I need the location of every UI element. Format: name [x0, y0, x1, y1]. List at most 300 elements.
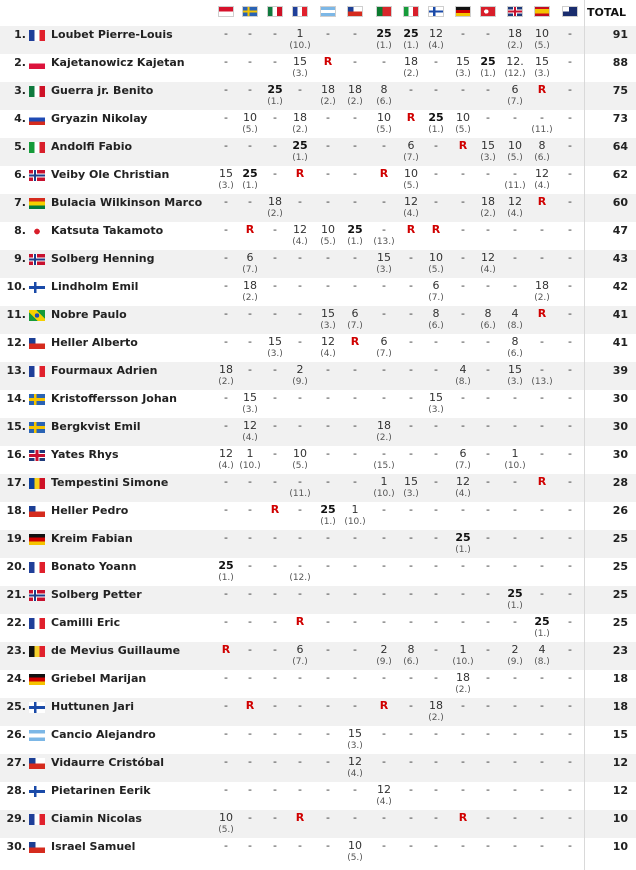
total-points: 23 — [612, 644, 628, 657]
event-points: 2 — [380, 643, 388, 656]
event-result-cell — [503, 140, 527, 164]
event-points: - — [568, 27, 572, 40]
event-points: - — [248, 307, 252, 320]
event-result-cell — [530, 756, 554, 768]
driver-flag-russia-icon — [29, 114, 45, 125]
event-points: 1 — [380, 475, 388, 488]
event-result-cell — [503, 616, 527, 628]
event-placing: (2.) — [292, 125, 308, 135]
event-result-cell — [399, 28, 423, 52]
event-result-cell — [214, 336, 238, 348]
event-points: - — [540, 419, 544, 432]
event-placing: (1.) — [428, 125, 444, 135]
event-result-cell — [238, 252, 262, 276]
event-placing: (3.) — [507, 377, 523, 387]
driver-name[interactable]: Andolfi Fabio — [51, 140, 133, 153]
driver-name[interactable]: Kajetanowicz Kajetan — [51, 56, 185, 69]
event-placing: (3.) — [347, 741, 363, 751]
placing-value: 3. — [350, 741, 360, 751]
event-points: - — [568, 223, 572, 236]
event-result-cell — [399, 84, 423, 96]
event-points: - — [568, 195, 572, 208]
driver-name[interactable]: Heller Pedro — [51, 504, 129, 517]
event-points: 25 — [267, 83, 283, 96]
event-result-cell — [288, 392, 312, 404]
event-result-cell — [558, 476, 582, 488]
event-result-cell — [343, 728, 367, 752]
event-points: 10 — [321, 223, 335, 236]
event-result-cell — [530, 56, 554, 80]
event-result-cell — [451, 644, 475, 668]
event-placing: (5.) — [455, 125, 471, 135]
event-points: - — [273, 27, 277, 40]
position-label: 30. — [6, 840, 26, 853]
event-points: - — [513, 839, 517, 852]
event-result-cell — [238, 560, 262, 572]
event-placing: (3.) — [428, 405, 444, 415]
event-result-cell — [263, 56, 287, 68]
event-result-cell — [424, 728, 448, 740]
driver-name[interactable]: Pietarinen Eerik — [51, 784, 151, 797]
event-points: 15 — [404, 475, 418, 488]
driver-name[interactable]: Bulacia Wilkinson Marco — [51, 196, 203, 209]
event-points: - — [409, 727, 413, 740]
total-points: 12 — [612, 756, 628, 769]
driver-name[interactable]: Solberg Henning — [51, 252, 155, 265]
driver-name[interactable]: Bergkvist Emil — [51, 420, 141, 433]
driver-name[interactable]: Bonato Yoann — [51, 560, 137, 573]
placing-value: 3. — [406, 489, 416, 499]
event-points: - — [224, 223, 228, 236]
event-points: - — [568, 55, 572, 68]
event-flag-mexico-icon[interactable] — [267, 6, 283, 17]
driver-flag-bolivia-icon — [29, 198, 45, 209]
event-result-cell — [399, 588, 423, 600]
driver-name[interactable]: Heller Alberto — [51, 336, 138, 349]
event-points: - — [486, 699, 490, 712]
event-result-cell — [503, 812, 527, 824]
event-points: - — [540, 503, 544, 516]
placing-value: 4. — [379, 797, 389, 807]
event-result-cell — [238, 56, 262, 68]
event-result-cell — [343, 112, 367, 124]
event-result-cell — [476, 560, 500, 572]
event-points: - — [409, 503, 413, 516]
event-result-cell — [372, 280, 396, 292]
event-result-cell — [288, 140, 312, 164]
driver-name[interactable]: de Mevius Guillaume — [51, 644, 181, 657]
event-result-cell — [316, 728, 340, 740]
driver-name[interactable]: Veiby Ole Christian — [51, 168, 170, 181]
event-points: - — [513, 223, 517, 236]
event-flag-sweden-icon[interactable] — [242, 6, 258, 17]
event-points: - — [326, 559, 330, 572]
driver-flag-france-icon — [29, 562, 45, 573]
placing-value: 15. — [376, 461, 392, 471]
event-flag-germany-icon[interactable] — [455, 6, 471, 17]
driver-name[interactable]: Guerra jr. Benito — [51, 84, 154, 97]
total-column-divider — [584, 0, 585, 870]
event-result-cell — [424, 84, 448, 96]
placing-value: 1. — [431, 125, 441, 135]
event-points: - — [486, 643, 490, 656]
event-points: - — [568, 783, 572, 796]
event-points: 1 — [511, 447, 519, 460]
event-result-cell — [451, 84, 475, 96]
event-placing: (5.) — [320, 237, 336, 247]
event-result-cell — [558, 112, 582, 124]
event-flag-portugal-icon[interactable] — [376, 6, 392, 17]
event-result-cell — [503, 532, 527, 544]
event-flag-australia-icon[interactable] — [562, 6, 578, 17]
retired-mark: R — [537, 307, 547, 320]
driver-name[interactable]: Vidaurre Cristóbal — [51, 756, 165, 769]
driver-flag-mexico-icon — [29, 86, 45, 97]
retired-mark: R — [245, 223, 255, 236]
event-points: - — [434, 139, 438, 152]
event-points: - — [353, 139, 357, 152]
driver-name[interactable]: Huttunen Jari — [51, 700, 135, 713]
event-points: - — [513, 699, 517, 712]
event-points: 18 — [404, 55, 418, 68]
event-result-cell — [530, 336, 554, 348]
event-points: 8 — [380, 83, 388, 96]
event-points: - — [486, 727, 490, 740]
event-result-cell — [343, 84, 367, 108]
event-points: - — [326, 167, 330, 180]
event-placing: (2.) — [480, 209, 496, 219]
event-points: - — [353, 643, 357, 656]
event-result-cell — [530, 84, 554, 96]
table-row — [0, 278, 636, 306]
event-result-cell — [424, 672, 448, 684]
event-points: - — [486, 363, 490, 376]
event-result-cell — [399, 56, 423, 80]
event-points: - — [513, 251, 517, 264]
event-points: - — [326, 139, 330, 152]
event-points: - — [461, 391, 465, 404]
placing-value: 10. — [242, 461, 258, 471]
event-result-cell — [372, 532, 396, 544]
event-flag-turkey-icon[interactable] — [480, 6, 496, 17]
event-points: 15 — [321, 307, 335, 320]
event-points: - — [273, 559, 277, 572]
event-result-cell — [343, 280, 367, 292]
event-placing: (13.) — [531, 377, 553, 387]
event-flag-uk-icon[interactable] — [507, 6, 523, 17]
driver-name[interactable]: Yates Rhys — [51, 448, 119, 461]
event-points: 1 — [246, 447, 254, 460]
event-result-cell — [558, 588, 582, 600]
table-header — [0, 0, 636, 26]
placing-value: 2. — [323, 97, 333, 107]
event-points: - — [353, 419, 357, 432]
event-result-cell — [343, 644, 367, 656]
event-points: - — [326, 699, 330, 712]
event-points: 15 — [243, 391, 257, 404]
event-result-cell — [424, 588, 448, 600]
event-points: - — [382, 391, 386, 404]
event-points: - — [540, 699, 544, 712]
driver-flag-norway-icon — [29, 254, 45, 265]
event-points: 12. — [506, 55, 524, 68]
event-result-cell — [214, 728, 238, 740]
event-points: - — [353, 195, 357, 208]
table-row — [0, 698, 636, 726]
event-points: 4 — [538, 643, 546, 656]
event-placing: (2.) — [403, 69, 419, 79]
event-result-cell — [476, 336, 500, 348]
event-points: 8 — [484, 307, 492, 320]
position-label: 3. — [14, 84, 26, 97]
event-result-cell — [399, 672, 423, 684]
event-points: - — [224, 55, 228, 68]
driver-name[interactable]: Nobre Paulo — [51, 308, 127, 321]
event-placing: (4.) — [242, 433, 258, 443]
driver-name[interactable]: Cancio Alejandro — [51, 728, 156, 741]
event-points: - — [540, 251, 544, 264]
event-result-cell — [530, 644, 554, 668]
event-points: - — [224, 587, 228, 600]
event-result-cell — [343, 252, 367, 264]
event-placing: (1.) — [507, 601, 523, 611]
event-result-cell — [343, 448, 367, 460]
driver-name[interactable]: Tempestini Simone — [51, 476, 169, 489]
placing-value: 4. — [245, 433, 255, 443]
driver-name[interactable]: Gryazin Nikolay — [51, 112, 148, 125]
event-result-cell — [288, 448, 312, 472]
position-label: 29. — [6, 812, 26, 825]
placing-value: 1. — [221, 573, 231, 583]
event-result-cell — [424, 336, 448, 348]
event-placing: (3.) — [242, 405, 258, 415]
total-points: 39 — [612, 364, 628, 377]
event-result-cell — [424, 840, 448, 852]
event-result-cell — [503, 308, 527, 332]
event-result-cell — [372, 28, 396, 52]
event-points: - — [326, 27, 330, 40]
event-placing: (1.) — [218, 573, 234, 583]
event-result-cell — [238, 336, 262, 348]
event-points: - — [248, 615, 252, 628]
event-result-cell — [530, 588, 554, 600]
driver-name[interactable]: Solberg Petter — [51, 588, 142, 601]
event-result-cell — [263, 476, 287, 488]
placing-value: 10. — [347, 517, 363, 527]
event-points: - — [382, 279, 386, 292]
event-points: - — [248, 27, 252, 40]
placing-value: 4. — [510, 209, 520, 219]
retired-mark: R — [458, 811, 468, 824]
event-result-cell — [263, 364, 287, 376]
event-points: - — [326, 839, 330, 852]
event-points: - — [273, 811, 277, 824]
event-points: - — [513, 811, 517, 824]
event-result-cell — [399, 756, 423, 768]
event-points: - — [540, 223, 544, 236]
event-points: - — [353, 55, 357, 68]
event-result-cell — [372, 336, 396, 360]
event-result-cell — [530, 392, 554, 404]
event-points: 6 — [380, 335, 388, 348]
event-flag-chile-icon[interactable] — [347, 6, 363, 17]
event-points: - — [224, 111, 228, 124]
event-points: - — [409, 839, 413, 852]
event-result-cell — [214, 700, 238, 712]
event-result-cell — [399, 392, 423, 404]
event-points: - — [382, 727, 386, 740]
table-row — [0, 138, 636, 166]
event-result-cell — [476, 448, 500, 460]
event-points: - — [434, 755, 438, 768]
event-result-cell — [558, 728, 582, 740]
event-result-cell — [214, 196, 238, 208]
event-points: - — [353, 279, 357, 292]
event-points: - — [224, 503, 228, 516]
event-result-cell — [399, 196, 423, 220]
total-points: 73 — [612, 112, 628, 125]
event-points: - — [486, 391, 490, 404]
event-result-cell — [476, 168, 500, 180]
retired-mark: R — [537, 195, 547, 208]
event-points: - — [434, 167, 438, 180]
event-result-cell — [343, 840, 367, 864]
event-result-cell — [316, 168, 340, 180]
event-placing: (11.) — [531, 125, 553, 135]
event-result-cell — [214, 112, 238, 124]
event-points: - — [382, 755, 386, 768]
position-label: 13. — [6, 364, 26, 377]
event-flag-finland-icon[interactable] — [428, 6, 444, 17]
event-points: - — [568, 279, 572, 292]
event-result-cell — [424, 700, 448, 724]
table-row — [0, 446, 636, 474]
event-flag-spain-icon[interactable] — [534, 6, 550, 17]
event-result-cell — [316, 672, 340, 684]
event-result-cell — [214, 616, 238, 628]
position-label: 12. — [6, 336, 26, 349]
event-points: - — [486, 755, 490, 768]
driver-name[interactable]: Kreim Fabian — [51, 532, 133, 545]
event-points: - — [353, 363, 357, 376]
event-result-cell — [288, 532, 312, 544]
event-points: 25 — [534, 615, 550, 628]
event-result-cell — [288, 84, 312, 96]
event-result-cell — [530, 700, 554, 712]
event-result-cell — [263, 168, 287, 180]
position-label: 9. — [14, 252, 26, 265]
event-points: - — [568, 251, 572, 264]
table-row — [0, 614, 636, 642]
event-result-cell — [451, 476, 475, 500]
event-result-cell — [263, 420, 287, 432]
driver-flag-chile-icon — [29, 506, 45, 517]
event-result-cell — [503, 784, 527, 796]
event-result-cell — [316, 700, 340, 712]
event-result-cell — [476, 28, 500, 40]
event-placing: (6.) — [534, 153, 550, 163]
event-placing: (1.) — [403, 41, 419, 51]
event-points: 25 — [320, 503, 336, 516]
event-points: - — [326, 587, 330, 600]
event-points: - — [224, 419, 228, 432]
event-points: 2 — [296, 363, 304, 376]
event-flag-monaco-icon[interactable] — [218, 6, 234, 17]
driver-name[interactable]: Kristoffersson Johan — [51, 392, 177, 405]
event-points: 6 — [407, 139, 415, 152]
table-row — [0, 26, 636, 54]
event-points: 15 — [535, 55, 549, 68]
event-result-cell — [263, 756, 287, 768]
event-result-cell — [343, 308, 367, 332]
table-body — [0, 26, 636, 866]
event-flag-france-icon[interactable] — [292, 6, 308, 17]
event-result-cell — [288, 168, 312, 180]
event-result-cell — [558, 308, 582, 320]
event-points: 15 — [429, 391, 443, 404]
event-points: - — [353, 167, 357, 180]
event-result-cell — [503, 196, 527, 220]
event-placing: (1.) — [347, 237, 363, 247]
placing-value: 10. — [292, 41, 308, 51]
total-points: 28 — [612, 476, 628, 489]
event-result-cell — [343, 364, 367, 376]
event-points: - — [248, 559, 252, 572]
event-placing: (1.) — [376, 41, 392, 51]
event-result-cell — [372, 364, 396, 376]
event-result-cell — [238, 728, 262, 740]
event-result-cell — [503, 28, 527, 52]
event-points: - — [568, 363, 572, 376]
event-placing: (2.) — [320, 97, 336, 107]
event-result-cell — [316, 588, 340, 600]
event-points: - — [298, 559, 302, 572]
event-result-cell — [214, 784, 238, 796]
event-points: 25 — [347, 223, 363, 236]
event-flag-italy-icon[interactable] — [403, 6, 419, 17]
event-points: - — [353, 27, 357, 40]
event-result-cell — [238, 672, 262, 684]
placing-value: 3. — [221, 181, 231, 191]
driver-name[interactable]: Katsuta Takamoto — [51, 224, 164, 237]
driver-name[interactable]: Lindholm Emil — [51, 280, 139, 293]
event-placing: (10.) — [289, 41, 311, 51]
event-result-cell — [558, 84, 582, 96]
position-label: 22. — [6, 616, 26, 629]
total-column-header: TOTAL — [587, 6, 627, 19]
event-result-cell — [399, 532, 423, 544]
event-points: - — [486, 223, 490, 236]
event-placing: (7.) — [292, 657, 308, 667]
event-flag-argentina-icon[interactable] — [320, 6, 336, 17]
driver-name[interactable]: Griebel Marijan — [51, 672, 147, 685]
event-points: - — [273, 419, 277, 432]
driver-name[interactable]: Fourmaux Adrien — [51, 364, 158, 377]
driver-flag-germany-icon — [29, 534, 45, 545]
event-placing: (8.) — [534, 657, 550, 667]
event-result-cell — [214, 252, 238, 264]
driver-name[interactable]: Ciamin Nicolas — [51, 812, 142, 825]
position-label: 23. — [6, 644, 26, 657]
total-points: 91 — [612, 28, 628, 41]
driver-flag-germany-icon — [29, 674, 45, 685]
event-points: - — [461, 251, 465, 264]
event-result-cell — [372, 616, 396, 628]
driver-name[interactable]: Israel Samuel — [51, 840, 136, 853]
driver-name[interactable]: Loubet Pierre-Louis — [51, 28, 173, 41]
event-points: - — [224, 335, 228, 348]
driver-name[interactable]: Camilli Eric — [51, 616, 121, 629]
